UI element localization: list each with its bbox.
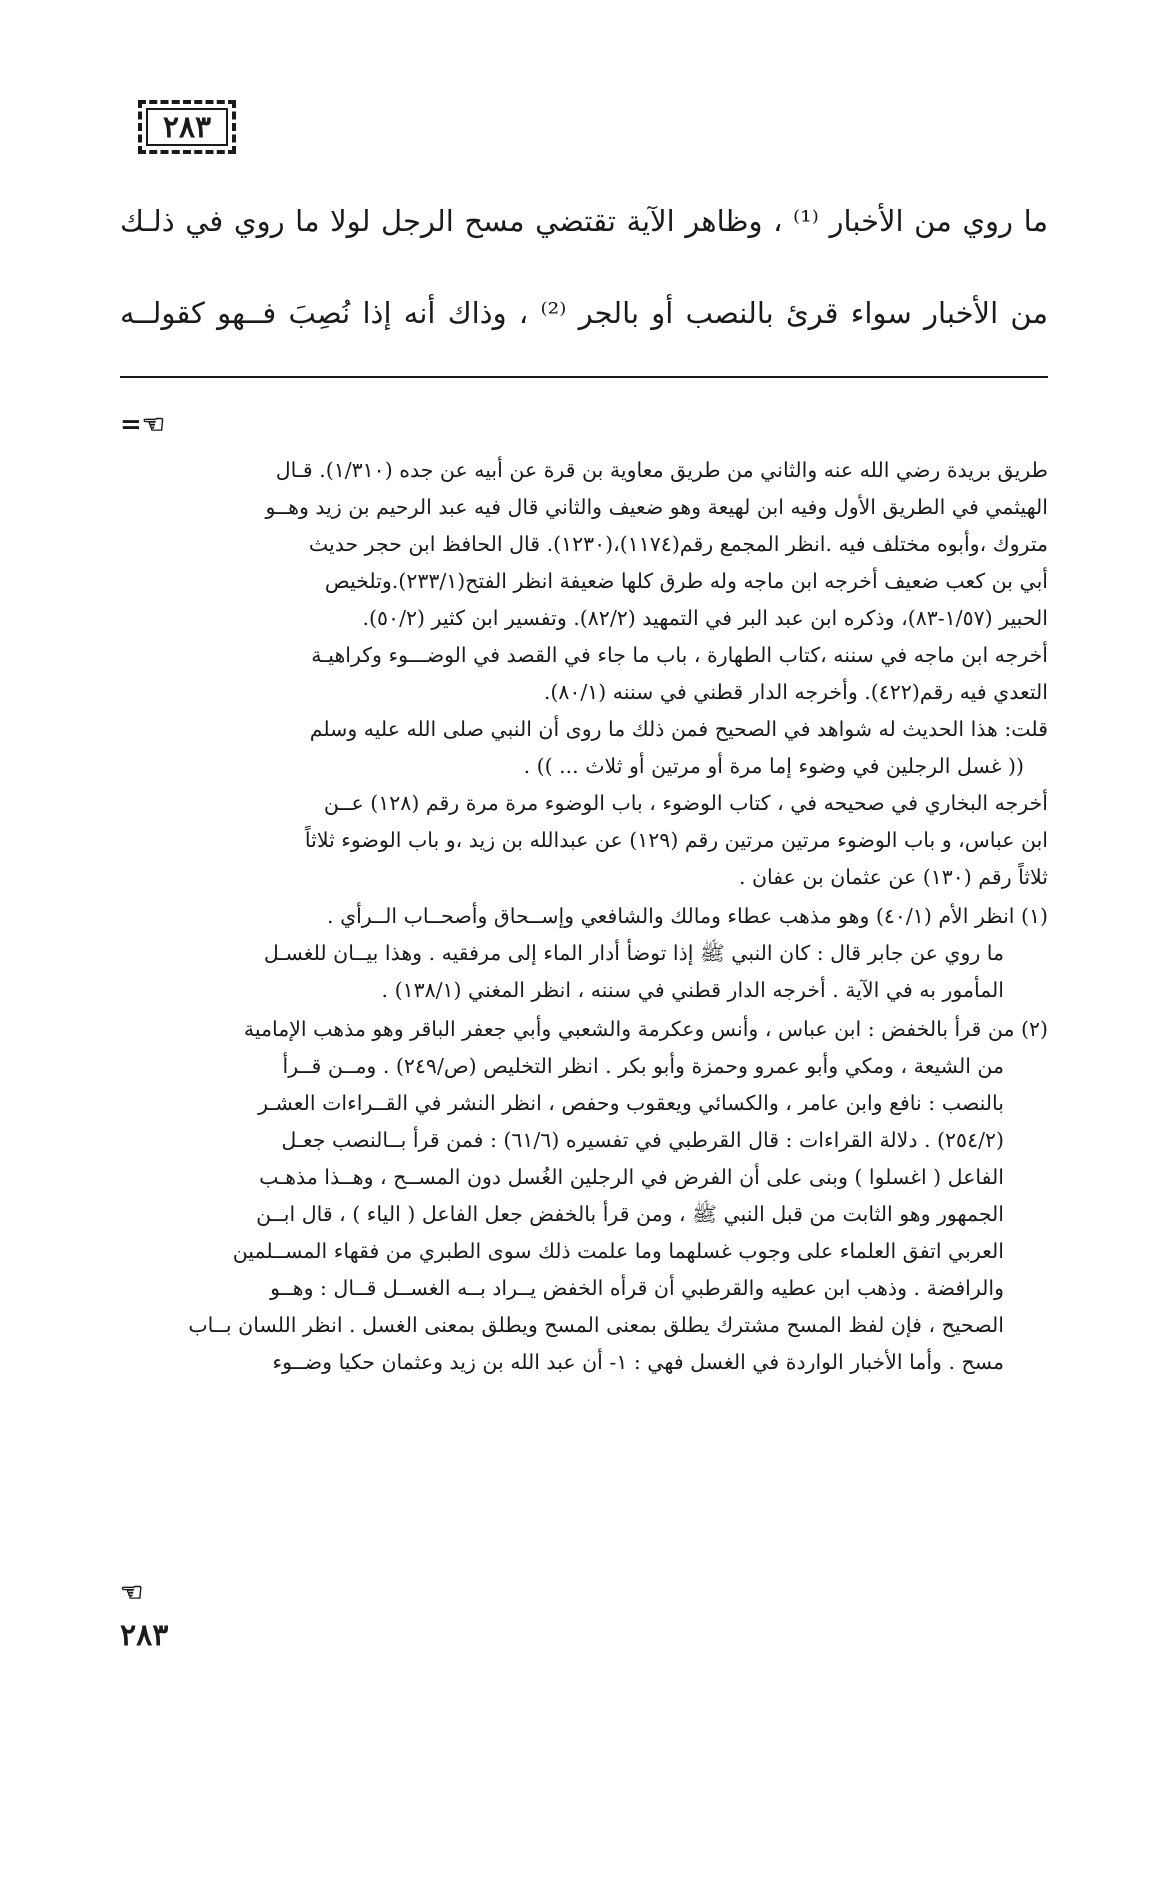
footnote-continuation [120,452,1048,896]
footnote-line: من الشيعة ، ومكي وأبو عمرو وحمزة وأبو بكر . انظر التخليص (ص/٢٤٩) . ومــن قــرأ [282,1054,1004,1078]
footnote-line: الصحيح ، فإن لفظ المسح مشترك يطلق بمعنى المسح ويطلق بمعنى الغسل . انظر اللسان بــاب [188,1313,1004,1337]
continuation-hand-icon: ☜ [120,1578,144,1608]
footnote-line: متروك ،وأبوه مختلف فيه .انظر المجمع رقم(١١٧٤)،(١٢٣٠). قال الحافظ ابن حجر حديث [308,532,1048,556]
footnote-2 [120,1011,1048,1381]
footnote-line: الحبير (١/٥٧-٨٣)، وذكره ابن عبد البر في التمهيد (٨٢/٢). وتفسير ابن كثير (٥٠/٢). [362,606,1048,630]
footnote-line: ابن عباس، و باب الوضوء مرتين مرتين رقم (١٢٩) عن عبدالله بن زيد ،و باب الوضوء ثلاثاً [304,828,1048,852]
main-line: من الأخبار سواء قرئ بالنصب أو بالجر ⁽²⁾ ، وذاك أنه إذا نُصِبَ فــهو كقولــه [120,296,1048,330]
footnote-line: الهيثمي في الطريق الأول وفيه ابن لهيعة وهو ضعيف والثاني قال فيه عبد الرحيم بن زيد وهــو [265,495,1048,519]
footnote-line: (( غسل الرجلين في وضوء إما مرة أو مرتين أو ثلاث ... )) . [523,754,1024,778]
footnote-line: بالنصب : نافع وابن عامر ، والكسائي ويعقوب وحفص ، انظر النشر في القــراءات العشـر [258,1091,1004,1115]
footnote-line: ثلاثاً رقم (١٣٠) عن عثمان بن عفان . [738,865,1048,889]
footnote-line: قلت: هذا الحديث له شواهد في الصحيح فمن ذلك ما روى أن النبي صلى الله عليه وسلم [309,717,1048,741]
footnote-line: العربي اتفق العلماء على وجوب غسلهما وما علمت ذلك سوى الطبري من فقهاء المســلمين [232,1239,1004,1263]
footnote-line: المأمور به في الآية . أخرجه الدار قطني في سننه ، انظر المغني (١٣٨/١) . [381,978,1004,1002]
footnote-line: أبي بن كعب ضعيف أخرجه ابن ماجه وله طرق كلها ضعيفة انظر الفتح(٢٣٣/١).وتلخيص [324,569,1048,593]
footnote-separator [120,376,1048,378]
footnote-line: (١) انظر الأم (٤٠/١) وهو مذهب عطاء ومالك والشافعي وإســحاق وأصحــاب الــرأي . [327,904,1048,928]
footnote-line: الجمهور وهو الثابت من قبل النبي ﷺ ، ومن قرأ بالخفض جعل الفاعل ( الياء ) ، قال ابــن [256,1202,1004,1226]
page-number-box [138,100,236,154]
page-number-top: ٢٨٣ [162,109,212,145]
main-line: ما روي من الأخبار ⁽¹⁾ ، وظاهر الآية تقتضي مسح الرجل لولا ما روي في ذلـك [120,204,1049,238]
footnote-line: (٢) من قرأ بالخفض : ابن عباس ، وأنس وعكرمة والشعبي وأبي جعفر الباقر وهو مذهب الإمامية [243,1017,1048,1041]
footnote-line: (٢٥٤/٢) . دلالة القراءات : قال القرطبي في تفسيره (٦١/٦) : فمن قرأ بــالنصب جعـل [281,1128,1004,1152]
footnote-line: أخرجه ابن ماجه في سننه ،كتاب الطهارة ، باب ما جاء في القصد في الوضـــوء وكراهيـة [311,643,1048,667]
continuation-mark: =☜ [120,410,166,440]
footnote-line: التعدي فيه رقم(٤٢٢). وأخرجه الدار قطني في سننه (٨٠/١). [543,680,1048,704]
page-number-bottom: ٢٨٣ [120,1618,169,1653]
footnote-line: والرافضة . وذهب ابن عطيه والقرطبي أن قرأه الخفض يــراد بــه الغســل قــال : وهــو [270,1276,1004,1300]
footnotes [120,452,1048,1381]
footnote-line: مسح . وأما الأخبار الواردة في الغسل فهي : ١- أن عبد الله بن زيد وعثمان حكيا وضــوء [272,1350,1004,1374]
footnote-line: أخرجه البخاري في صحيحه في ، كتاب الوضوء ، باب الوضوء مرة مرة رقم (١٢٨) عــن [323,791,1048,815]
footnote-line: ما روي عن جابر قال : كان النبي ﷺ إذا توضأ أدار الماء إلى مرفقيه . وهذا بيــان للغسـل [263,941,1004,965]
footnote-line: طريق بريدة رضي الله عنه والثاني من طريق معاوية بن قرة عن أبيه عن جده (١/٣١٠). قـال [275,458,1048,482]
footnote-1 [120,898,1048,1009]
footnote-line: الفاعل ( اغسلوا ) وبنى على أن الفرض في الرجلين الغُسل دون المســح ، وهــذا مذهـب [259,1165,1004,1189]
main-text [120,175,1048,359]
